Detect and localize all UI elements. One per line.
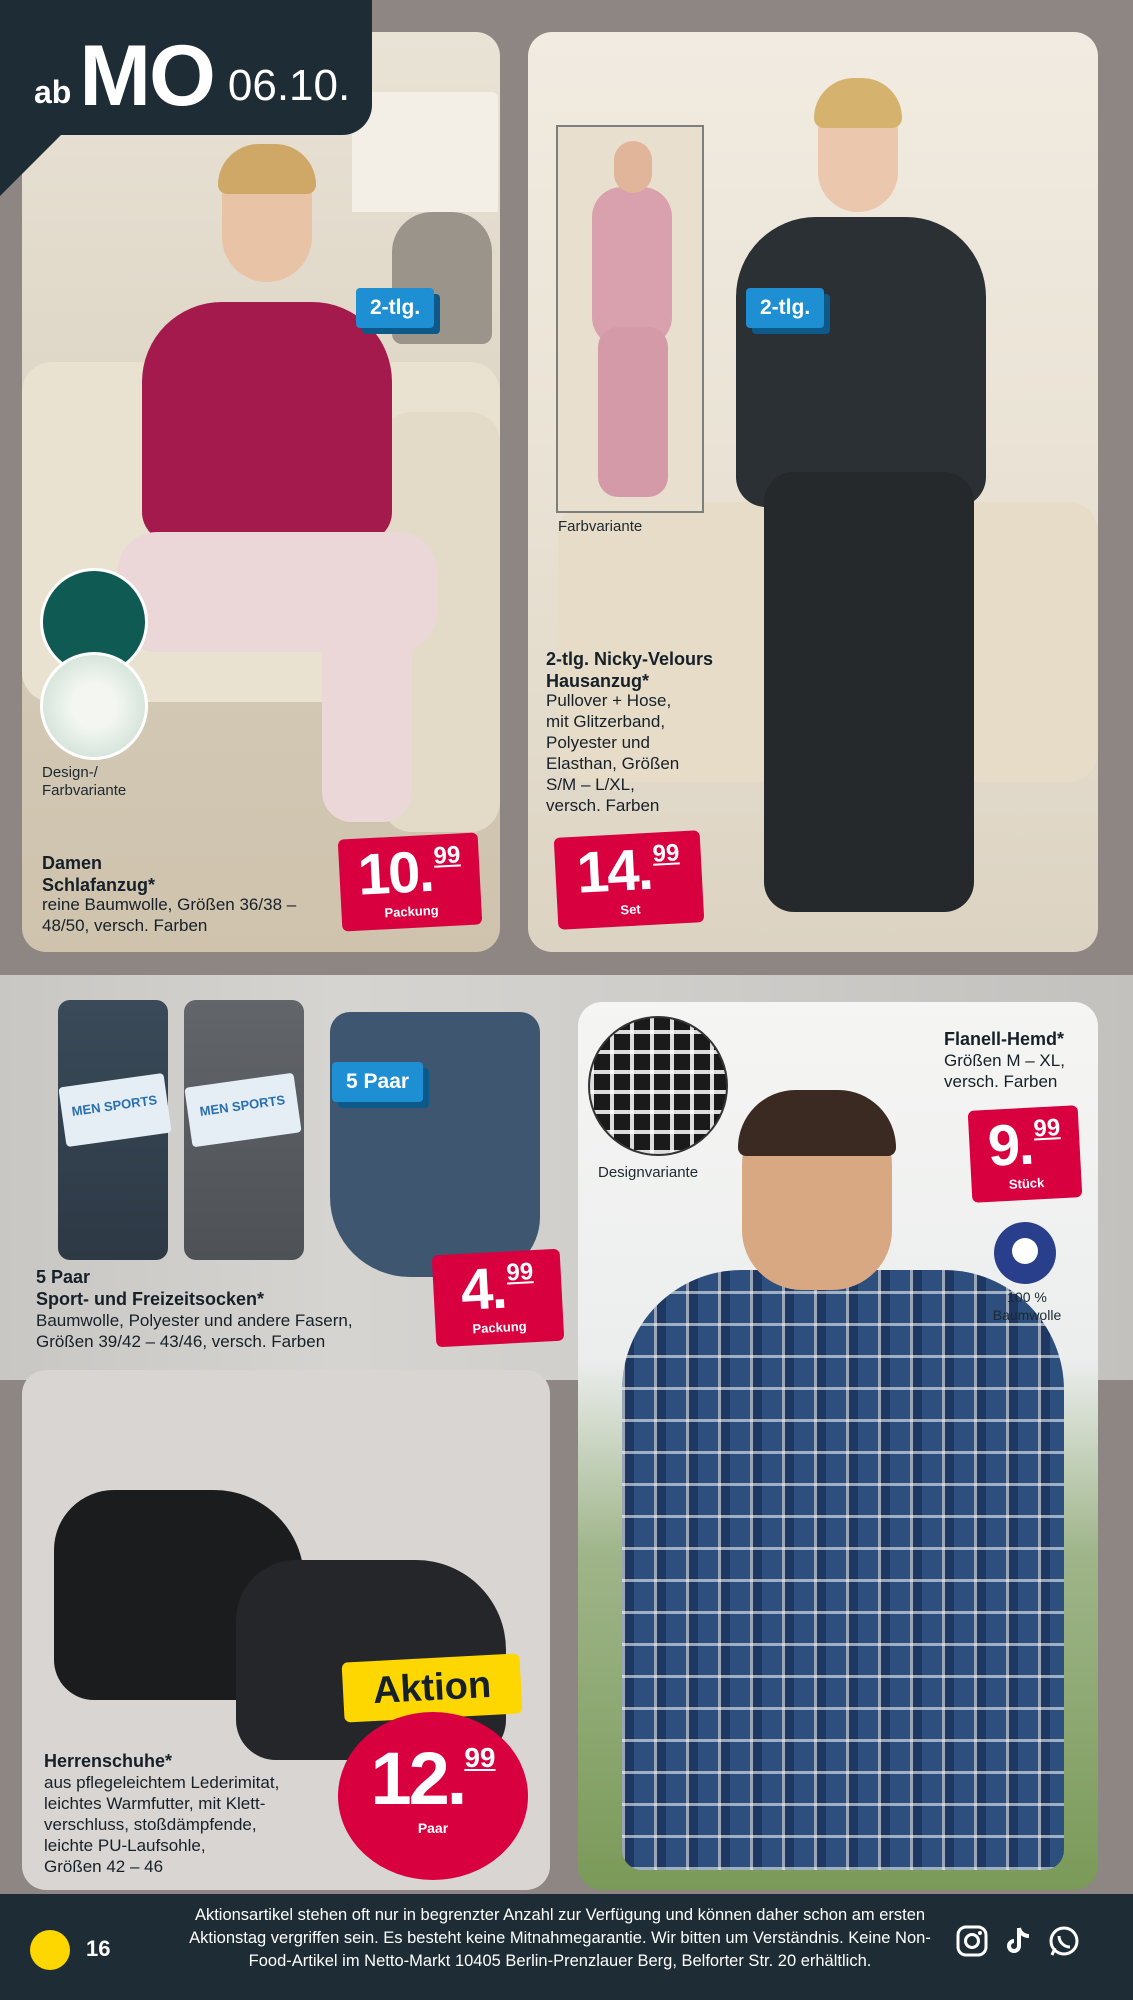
velour-pants-image	[764, 472, 974, 912]
hausanzug-desc: Pullover + Hose, mit Glitzerband, Polyester und Elasthan, Größen S/M – L/XL, versch. Farben	[546, 691, 680, 815]
price-unit: Paar	[417, 1820, 449, 1836]
socks-label: MEN SPORTS	[58, 1073, 171, 1147]
pajama-top-image	[142, 302, 392, 542]
schuhe-name: Herrenschuhe*	[44, 1751, 173, 1771]
schlafanzug-badge: 2-tlg.	[356, 288, 434, 328]
price-main: 10.	[356, 838, 435, 908]
price-unit: Set	[620, 901, 642, 918]
design-caption: Designvariante	[598, 1164, 699, 1181]
pink-pants-image	[598, 327, 668, 497]
footer-note: Aktionsartikel stehen oft nur in begrenzter Anzahl zur Verfügung und können daher schon am ersten Aktionstag vergriffen sein. Es besteht keine Mitnahmegarantie. Wir bitten um Verständnis. Keine Non-Food-Artikel im Netto-Markt 10405 Berlin-Prenzlauer Berg, Belforter Str. 20 erhältlich.	[189, 1906, 931, 1970]
header-date: 06.10.	[227, 61, 351, 110]
header-day: MO	[79, 28, 214, 125]
velour-top-image	[736, 217, 986, 507]
price-cents: 99	[505, 1258, 534, 1287]
pink-top-image	[592, 187, 672, 347]
date-header	[0, 0, 372, 135]
price-unit: Stück	[1008, 1175, 1045, 1192]
inset-caption: Farbvariante	[558, 518, 643, 535]
netto-logo-icon	[30, 1930, 70, 1970]
page-number: 16	[86, 1936, 111, 1961]
swatch-paisley	[40, 652, 148, 760]
price-main: 9.	[986, 1111, 1035, 1179]
price-main: 4.	[459, 1255, 508, 1323]
price-cents: 99	[464, 1742, 496, 1773]
schlafanzug-price	[338, 832, 483, 931]
whatsapp-icon[interactable]	[1044, 1924, 1084, 1964]
price-cents: 99	[651, 839, 681, 868]
socks-label: MEN SPORTS	[184, 1073, 301, 1148]
socks-loose-image	[330, 1012, 540, 1277]
cotton-caption: 100 % Baumwolle	[992, 1289, 1062, 1323]
instagram-icon[interactable]	[952, 1924, 992, 1964]
hemd-price	[968, 1105, 1083, 1203]
design-variant-swatch	[588, 1016, 728, 1156]
swatch-caption: Design-/ Farbvariante	[42, 764, 127, 799]
schlafanzug-name: Damen Schlafanzug*	[42, 853, 156, 895]
hausanzug-price	[554, 830, 705, 930]
schuhe-price	[338, 1712, 528, 1880]
price-unit: Packung	[472, 1318, 527, 1337]
socken-price	[432, 1249, 565, 1348]
socken-desc: Baumwolle, Polyester und andere Fasern, Größen 39/42 – 43/46, versch. Farben	[36, 1311, 353, 1351]
tiktok-icon[interactable]	[998, 1924, 1038, 1964]
farbvariante-inset	[556, 125, 704, 513]
schuhe-desc: aus pflegeleichtem Lederimitat, leichtes Warmfutter, mit Klett- verschluss, stoßdämpfende, leichte PU-Laufsohle, Größen 42 – 46	[44, 1773, 280, 1876]
lamp-image	[352, 92, 498, 212]
schlafanzug-desc: reine Baumwolle, Größen 36/38 – 48/50, versch. Farben	[42, 895, 297, 935]
price-main: 14.	[575, 836, 654, 906]
price-unit: Packung	[384, 902, 439, 921]
hausanzug-badge: 2-tlg.	[746, 288, 824, 328]
socken-badge: 5 Paar	[332, 1062, 423, 1102]
hemd-desc: Größen M – XL, versch. Farben	[944, 1051, 1065, 1091]
aktion-badge: Aktion	[342, 1653, 523, 1722]
header-ab: ab	[34, 74, 72, 110]
cotton-icon	[994, 1222, 1056, 1284]
pink-face-image	[614, 141, 652, 193]
price-main: 12.	[370, 1737, 465, 1820]
socken-name: 5 Paar Sport- und Freizeitsocken*	[36, 1267, 265, 1309]
flannel-shirt-image	[622, 1270, 1064, 1870]
price-cents: 99	[432, 841, 462, 870]
model-hair-image	[218, 144, 316, 194]
model-hair-image	[814, 78, 902, 128]
hemd-name: Flanell-Hemd*	[944, 1029, 1065, 1049]
price-cents: 99	[1032, 1114, 1061, 1143]
pajama-leg-image	[322, 622, 412, 822]
hausanzug-name: 2-tlg. Nicky-Velours Hausanzug*	[546, 649, 714, 691]
header-corner	[0, 130, 66, 196]
